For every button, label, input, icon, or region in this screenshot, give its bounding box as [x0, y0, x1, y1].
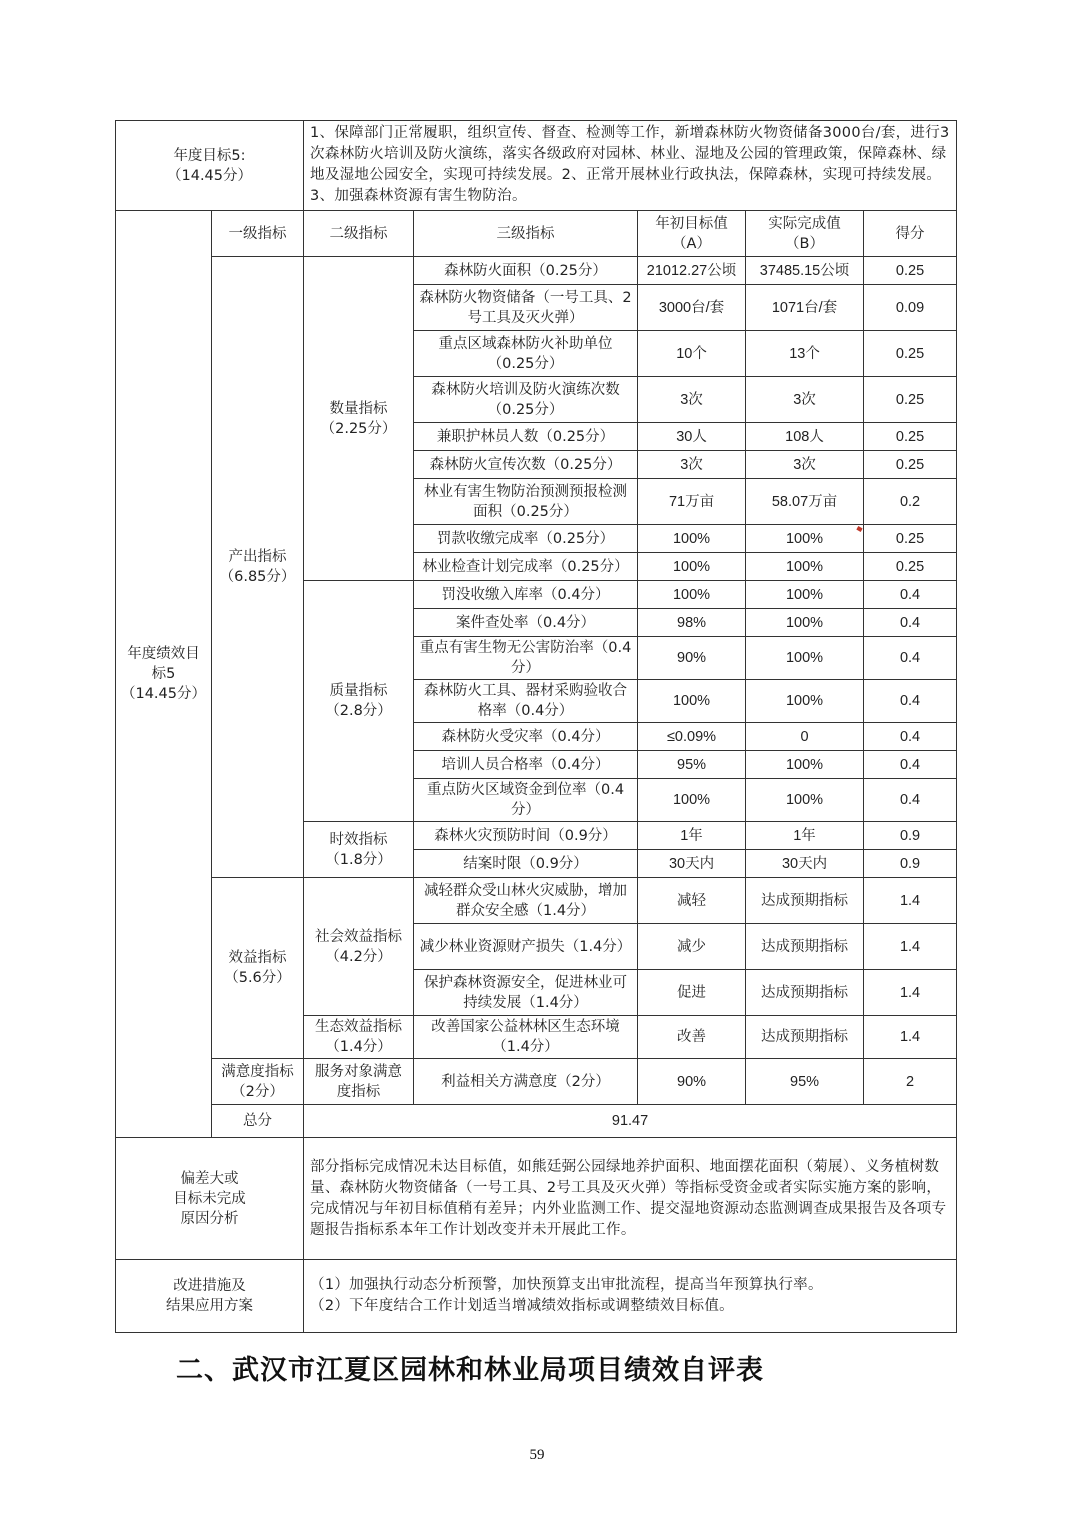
score-cell: 0.09	[864, 285, 957, 331]
total-label: 总分	[212, 1105, 304, 1138]
actual-cell: 0	[746, 723, 864, 751]
level2-timeliness: 时效指标 （1.8分）	[304, 822, 414, 878]
header-level2: 二级指标	[304, 211, 414, 257]
target-cell: 1年	[638, 822, 746, 850]
indicator-cell: 结案时限（0.9分）	[414, 850, 638, 878]
target-cell: 减少	[638, 924, 746, 970]
improvement-label: 改进措施及 结果应用方案	[116, 1260, 304, 1333]
score-cell: 0.25	[864, 553, 957, 581]
target-cell: 100%	[638, 581, 746, 609]
level2-quantity: 数量指标 （2.25分）	[304, 257, 414, 581]
score-cell: 1.4	[864, 970, 957, 1016]
indicator-cell: 改善国家公益林林区生态环境（1.4分）	[414, 1016, 638, 1059]
score-cell: 0.4	[864, 680, 957, 723]
level1-output: 产出指标 （6.85分）	[212, 257, 304, 878]
actual-cell: 达成预期指标	[746, 924, 864, 970]
target-cell: 100%	[638, 525, 746, 553]
target-cell: 30人	[638, 423, 746, 451]
target-cell: 100%	[638, 680, 746, 723]
improvement-text: （1）加强执行动态分析预警，加快预算支出审批流程，提高当年预算执行率。 （2）下年度结合工作计划适当增减绩效指标或调整绩效目标值。	[304, 1260, 957, 1333]
indicator-cell: 案件查处率（0.4分）	[414, 609, 638, 637]
score-cell: 2	[864, 1059, 957, 1105]
target-cell: 90%	[638, 637, 746, 680]
actual-cell: 达成预期指标	[746, 1016, 864, 1059]
header-target: 年初目标值 （A）	[638, 211, 746, 257]
score-cell: 0.4	[864, 779, 957, 822]
target-cell: 71万亩	[638, 479, 746, 525]
actual-cell: 37485.15公顷	[746, 257, 864, 285]
indicator-cell: 森林防火工具、器材采购验收合格率（0.4分）	[414, 680, 638, 723]
score-cell: 1.4	[864, 1016, 957, 1059]
actual-cell: 100%	[746, 553, 864, 581]
actual-cell: 1年	[746, 822, 864, 850]
actual-cell: 达成预期指标	[746, 970, 864, 1016]
score-cell: 0.4	[864, 581, 957, 609]
score-cell: 0.9	[864, 850, 957, 878]
level1-satisfaction: 满意度指标 （2分）	[212, 1059, 304, 1105]
level2-service: 服务对象满意 度指标	[304, 1059, 414, 1105]
indicator-cell: 森林防火物资储备（一号工具、2号工具及灭火弹）	[414, 285, 638, 331]
actual-cell: 3次	[746, 377, 864, 423]
target-cell: 10个	[638, 331, 746, 377]
target-cell: 100%	[638, 779, 746, 822]
actual-cell: 100%	[746, 637, 864, 680]
target-cell: 21012.27公顷	[638, 257, 746, 285]
level2-social: 社会效益指标 （4.2分）	[304, 878, 414, 1016]
actual-cell: 13个	[746, 331, 864, 377]
score-cell: 0.25	[864, 525, 957, 553]
improvement-row	[116, 1260, 957, 1333]
level2-ecological: 生态效益指标 （1.4分）	[304, 1016, 414, 1059]
deviation-row	[116, 1138, 957, 1260]
score-cell: 1.4	[864, 878, 957, 924]
performance-table	[115, 120, 957, 1333]
score-cell: 0.25	[864, 331, 957, 377]
total-row	[116, 1105, 957, 1138]
score-cell: 0.9	[864, 822, 957, 850]
page-number: 59	[529, 1447, 545, 1463]
target-cell: 3次	[638, 451, 746, 479]
indicator-cell: 兼职护林员人数（0.25分）	[414, 423, 638, 451]
header-score: 得分	[864, 211, 957, 257]
indicator-cell: 林业检查计划完成率（0.25分）	[414, 553, 638, 581]
header-actual: 实际完成值 （B）	[746, 211, 864, 257]
indicator-cell: 重点防火区域资金到位率（0.4分）	[414, 779, 638, 822]
header-level3: 三级指标	[414, 211, 638, 257]
indicator-cell: 森林防火培训及防火演练次数（0.25分）	[414, 377, 638, 423]
indicator-cell: 培训人员合格率（0.4分）	[414, 751, 638, 779]
actual-cell: 3次	[746, 451, 864, 479]
level2-quality: 质量指标 （2.8分）	[304, 581, 414, 822]
target-cell: 95%	[638, 751, 746, 779]
target-cell: 30天内	[638, 850, 746, 878]
score-cell: 0.25	[864, 257, 957, 285]
indicator-cell: 森林防火受灾率（0.4分）	[414, 723, 638, 751]
goal-row	[116, 121, 957, 211]
actual-cell: 100%	[746, 581, 864, 609]
actual-cell: 108人	[746, 423, 864, 451]
target-cell: 促进	[638, 970, 746, 1016]
table-row	[116, 257, 957, 285]
indicator-cell: 罚款收缴完成率（0.25分）	[414, 525, 638, 553]
actual-cell: 1071台/套	[746, 285, 864, 331]
goal-label: 年度目标5: （14.45分）	[116, 121, 304, 211]
actual-cell: 95%	[746, 1059, 864, 1105]
actual-cell: 58.07万亩	[746, 479, 864, 525]
target-cell: 3次	[638, 377, 746, 423]
actual-cell: 30天内	[746, 850, 864, 878]
target-cell: 改善	[638, 1016, 746, 1059]
score-cell: 0.4	[864, 637, 957, 680]
indicator-cell: 罚没收缴入库率（0.4分）	[414, 581, 638, 609]
header-row	[116, 211, 957, 257]
target-cell: 100%	[638, 553, 746, 581]
score-cell: 0.2	[864, 479, 957, 525]
total-value: 91.47	[304, 1105, 957, 1138]
score-cell: 0.25	[864, 377, 957, 423]
header-level1: 一级指标	[212, 211, 304, 257]
indicator-cell: 保护森林资源安全，促进林业可持续发展（1.4分）	[414, 970, 638, 1016]
deviation-text: 部分指标完成情况未达目标值，如熊廷弼公园绿地养护面积、地面摆花面积（菊展）、义务植树数量、森林防火物资储备（一号工具、2号工具及灭火弹）等指标受资金或者实际实施方案的影响，完成情况与年初目标值稍有差异；内外业监测工作、提交湿地资源动态监测调查成果报告及各项专题报告指标系本年工作计划改变并未开展此工作。	[304, 1138, 957, 1260]
table-row	[116, 878, 957, 924]
section-title: 二、武汉市江夏区园林和林业局项目绩效自评表	[176, 1355, 764, 1386]
indicator-cell: 林业有害生物防治预测预报检测面积（0.25分）	[414, 479, 638, 525]
score-cell: 0.4	[864, 723, 957, 751]
table-row	[116, 1059, 957, 1105]
indicator-cell: 森林防火面积（0.25分）	[414, 257, 638, 285]
deviation-label: 偏差大或 目标未完成 原因分析	[116, 1138, 304, 1260]
actual-cell: 100%	[746, 779, 864, 822]
indicator-cell: 减轻群众受山林火灾威胁，增加群众安全感（1.4分）	[414, 878, 638, 924]
score-cell: 1.4	[864, 924, 957, 970]
actual-cell: 100%	[746, 680, 864, 723]
score-cell: 0.25	[864, 423, 957, 451]
actual-cell: 100%	[746, 751, 864, 779]
indicator-cell: 重点区域森林防火补助单位（0.25分）	[414, 331, 638, 377]
goal-text: 1、保障部门正常履职，组织宣传、督查、检测等工作，新增森林防火物资储备3000台/套，进行3次森林防火培训及防火演练，落实各级政府对园林、林业、湿地及公园的管理政策，保障森林、绿地及湿地公园安全，实现可持续发展。2、正常开展林业行政执法，保障森林，实现可持续发展。3、加强森林资源有害生物防治。	[304, 121, 957, 211]
score-cell: 0.4	[864, 751, 957, 779]
actual-cell: 达成预期指标	[746, 878, 864, 924]
actual-cell: 100%	[746, 609, 864, 637]
perf-goal-label: 年度绩效目 标5 （14.45分）	[116, 211, 212, 1138]
target-cell: 减轻	[638, 878, 746, 924]
indicator-cell: 减少林业资源财产损失（1.4分）	[414, 924, 638, 970]
indicator-cell: 利益相关方满意度（2分）	[414, 1059, 638, 1105]
level1-benefit: 效益指标 （5.6分）	[212, 878, 304, 1059]
actual-cell: 100%	[746, 525, 864, 553]
target-cell: 90%	[638, 1059, 746, 1105]
score-cell: 0.25	[864, 451, 957, 479]
target-cell: 98%	[638, 609, 746, 637]
target-cell: ≤0.09%	[638, 723, 746, 751]
score-cell: 0.4	[864, 609, 957, 637]
indicator-cell: 重点有害生物无公害防治率（0.4分）	[414, 637, 638, 680]
target-cell: 3000台/套	[638, 285, 746, 331]
indicator-cell: 森林火灾预防时间（0.9分）	[414, 822, 638, 850]
indicator-cell: 森林防火宣传次数（0.25分）	[414, 451, 638, 479]
